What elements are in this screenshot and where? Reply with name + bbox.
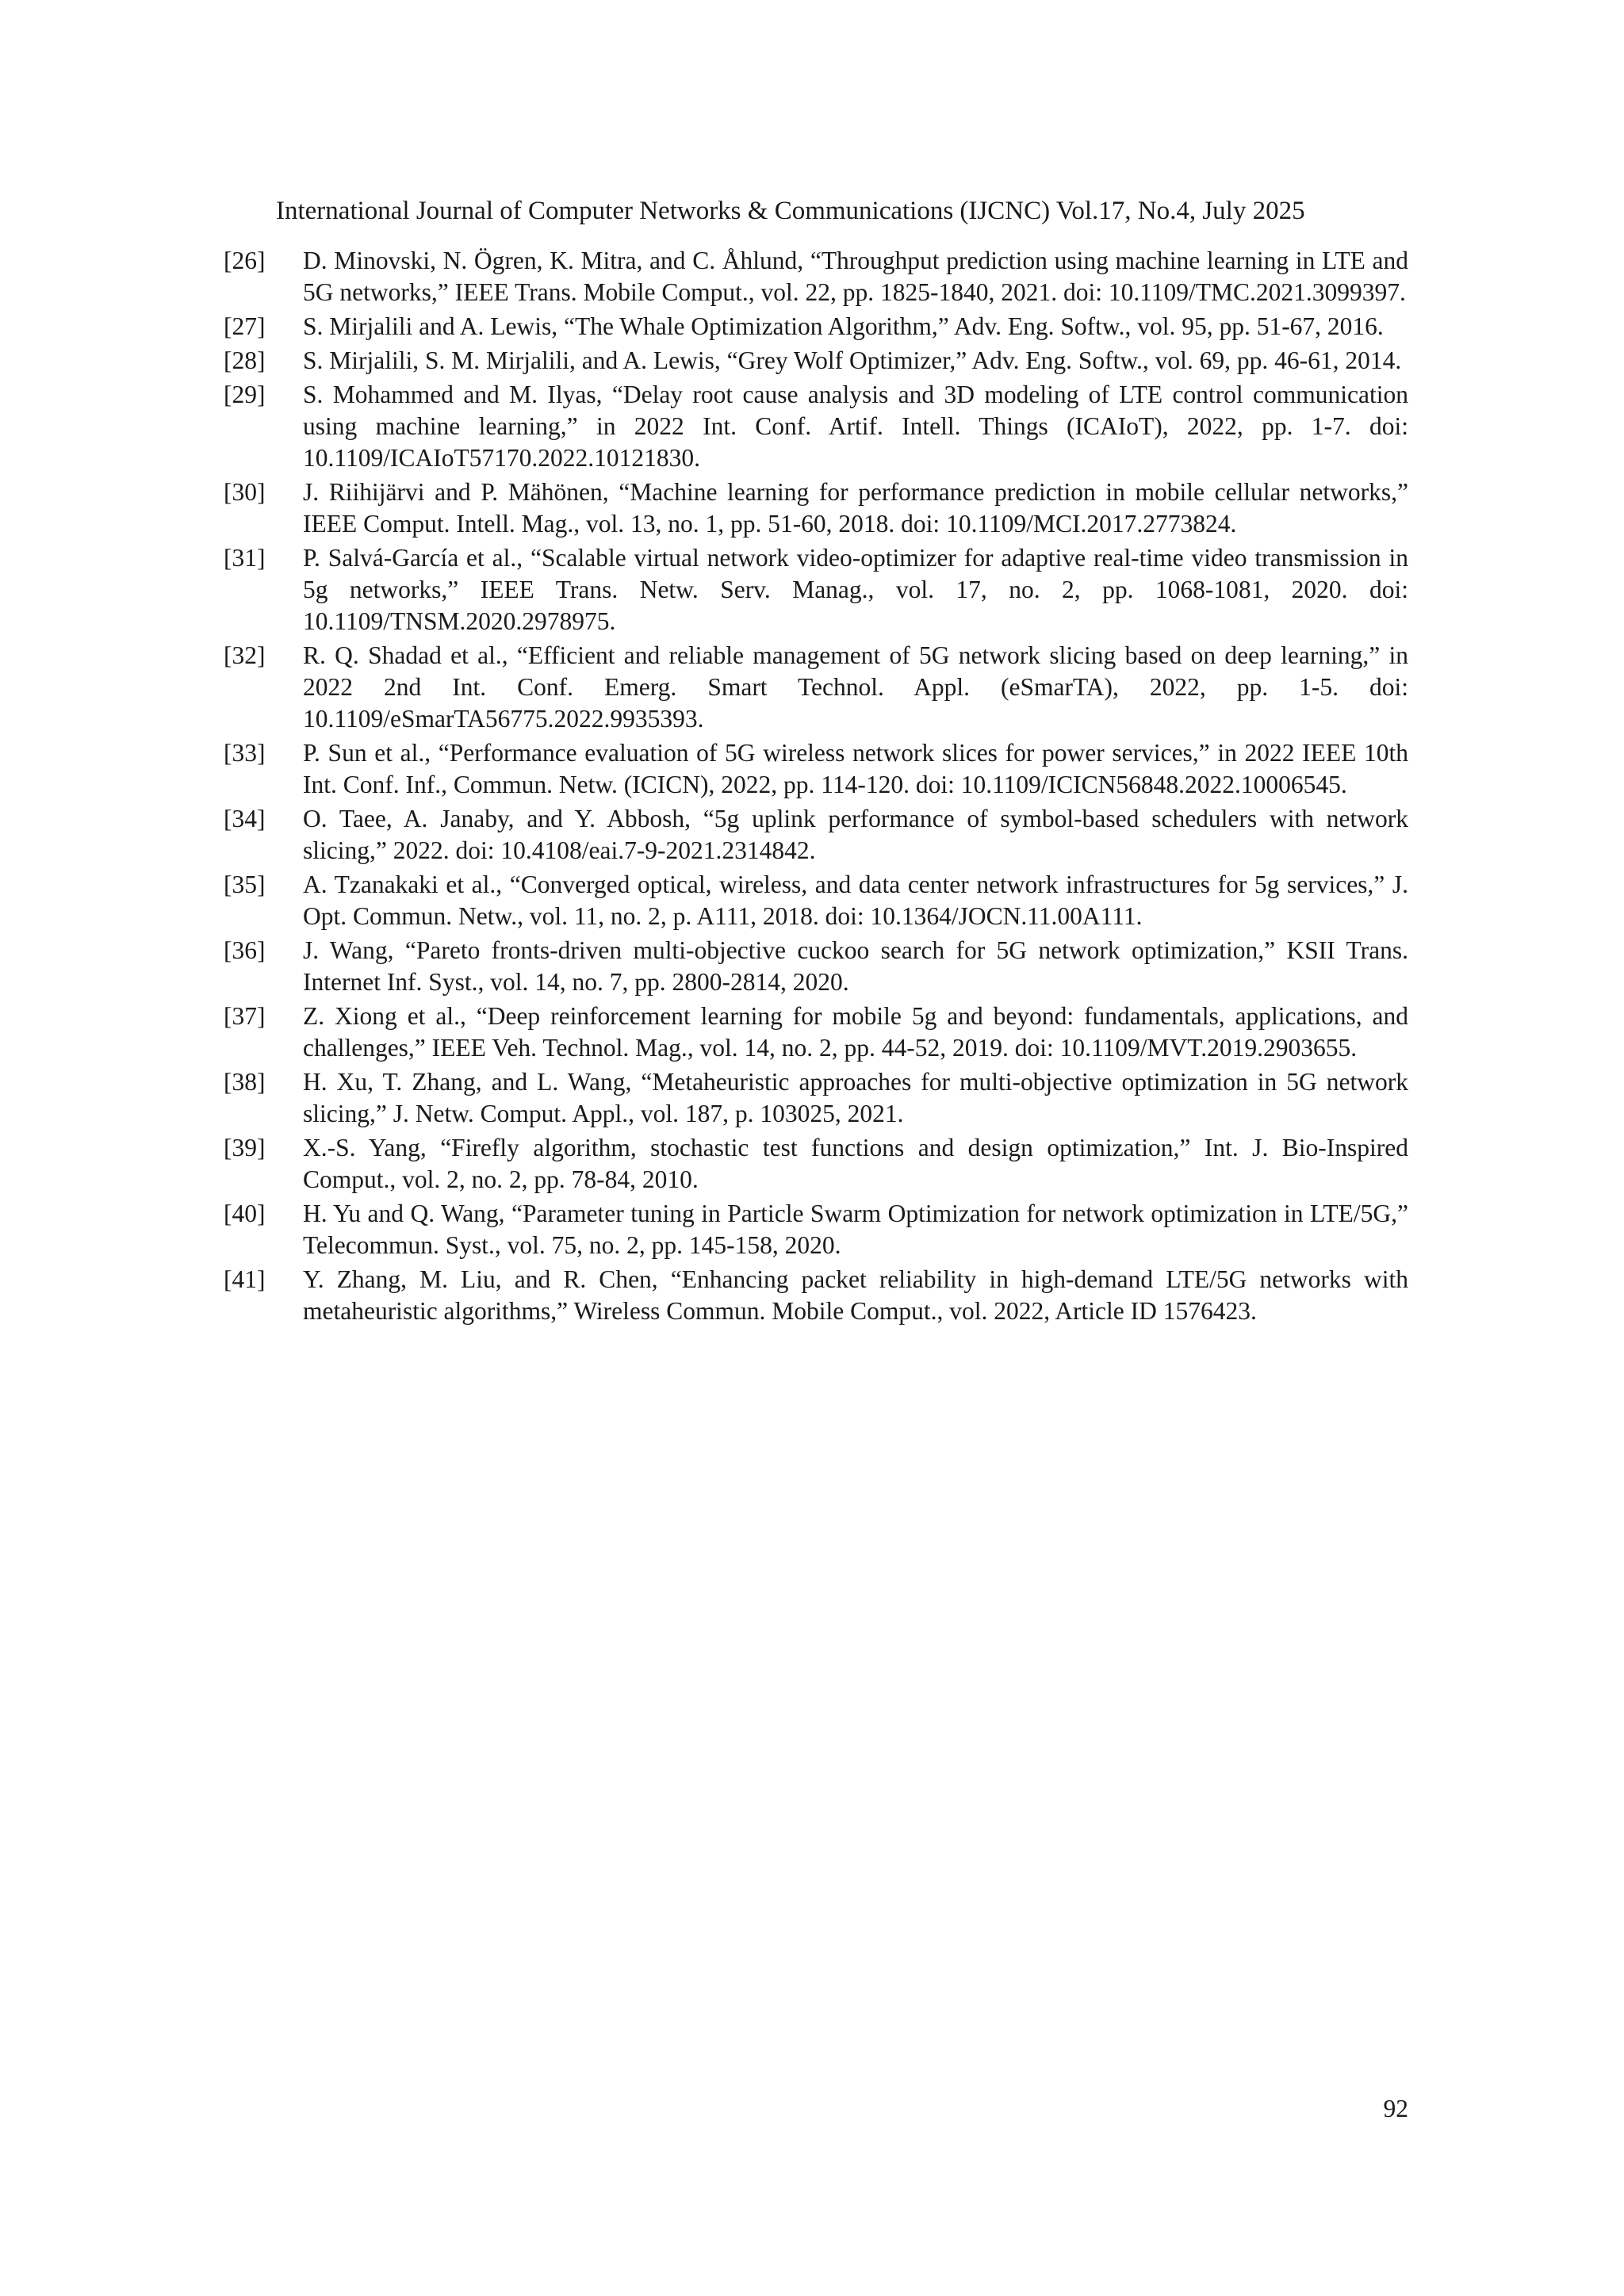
reference-text: H. Yu and Q. Wang, “Parameter tuning in Particle Swarm Optimization for network optimization in LTE/5G,” Telecommun. Syst., vol. 75, no. 2, pp. 145-158, 2020.	[303, 1200, 1408, 1259]
reference-number: [27]	[224, 312, 266, 340]
reference-number: [26]	[224, 247, 266, 274]
reference-text: S. Mohammed and M. Ilyas, “Delay root cause analysis and 3D modeling of LTE control communication using machine learning,” in 2022 Int. Conf. Artif. Intell. Things (ICAIoT), 2022, pp. 1-7. doi: 10.1109/ICAIoT57170.2022.10121830.	[303, 381, 1408, 472]
reference-item	[224, 803, 1408, 867]
reference-text: J. Wang, “Pareto fronts-driven multi-objective cuckoo search for 5G network optimization,” KSII Trans. Internet Inf. Syst., vol. 14, no. 7, pp. 2800-2814, 2020.	[303, 936, 1408, 996]
journal-header: International Journal of Computer Networks & Communications (IJCNC) Vol.17, No.4, July 2025	[276, 197, 1305, 225]
reference-number: [38]	[224, 1068, 266, 1096]
reference-item	[224, 737, 1408, 801]
reference-number: [35]	[224, 871, 266, 898]
reference-number: [30]	[224, 478, 266, 506]
reference-text: P. Sun et al., “Performance evaluation of 5G wireless network slices for power services,” in 2022 IEEE 10th Int. Conf. Inf., Commun. Netw. (ICICN), 2022, pp. 114-120. doi: 10.1109/ICICN56848.2022.10006545.	[303, 739, 1408, 798]
reference-item	[224, 640, 1408, 735]
reference-number: [29]	[224, 381, 266, 408]
reference-number: [36]	[224, 936, 266, 964]
reference-number: [39]	[224, 1134, 266, 1161]
reference-number: [37]	[224, 1002, 266, 1030]
reference-number: [40]	[224, 1200, 266, 1227]
reference-text: P. Salvá-García et al., “Scalable virtual network video-optimizer for adaptive real-time video transmission in 5g networks,” IEEE Trans. Netw. Serv. Manag., vol. 17, no. 2, pp. 1068-1081, 2020. doi: 10.1109/TNSM.2020.2978975.	[303, 544, 1408, 635]
reference-text: D. Minovski, N. Ögren, K. Mitra, and C. Åhlund, “Throughput prediction using machine learning in LTE and 5G networks,” IEEE Trans. Mobile Comput., vol. 22, pp. 1825-1840, 2021. doi: 10.1109/TMC.2021.3099397.	[303, 247, 1408, 306]
reference-item	[224, 345, 1408, 377]
reference-text: A. Tzanakaki et al., “Converged optical, wireless, and data center network infrastructures for 5g services,” J. Opt. Commun. Netw., vol. 11, no. 2, p. A111, 2018. doi: 10.1364/JOCN.11.00A111.	[303, 871, 1408, 930]
reference-number: [33]	[224, 739, 266, 767]
reference-text: R. Q. Shadad et al., “Efficient and reliable management of 5G network slicing based on deep learning,” in 2022 2nd Int. Conf. Emerg. Smart Technol. Appl. (eSmarTA), 2022, pp. 1-5. doi: 10.1109/eSmarTA56775.2022.9935393.	[303, 641, 1408, 733]
reference-item	[224, 1001, 1408, 1064]
reference-text: J. Riihijärvi and P. Mähönen, “Machine learning for performance prediction in mobile cellular networks,” IEEE Comput. Intell. Mag., vol. 13, no. 1, pp. 51-60, 2018. doi: 10.1109/MCI.2017.2773824.	[303, 478, 1408, 538]
reference-item	[224, 379, 1408, 474]
reference-item	[224, 1132, 1408, 1196]
reference-text: S. Mirjalili, S. M. Mirjalili, and A. Lewis, “Grey Wolf Optimizer,” Adv. Eng. Softw., vol. 69, pp. 46-61, 2014.	[303, 346, 1402, 374]
reference-item	[224, 311, 1408, 342]
reference-number: [34]	[224, 805, 266, 832]
reference-number: [28]	[224, 346, 266, 374]
reference-text: Y. Zhang, M. Liu, and R. Chen, “Enhancing packet reliability in high-demand LTE/5G networks with metaheuristic algorithms,” Wireless Commun. Mobile Comput., vol. 2022, Article ID 1576423.	[303, 1265, 1408, 1325]
reference-item	[224, 869, 1408, 932]
reference-text: S. Mirjalili and A. Lewis, “The Whale Optimization Algorithm,” Adv. Eng. Softw., vol. 95, pp. 51-67, 2016.	[303, 312, 1384, 340]
reference-item	[224, 245, 1408, 308]
reference-item	[224, 542, 1408, 637]
reference-item	[224, 1066, 1408, 1130]
reference-text: H. Xu, T. Zhang, and L. Wang, “Metaheuristic approaches for multi-objective optimization in 5G network slicing,” J. Netw. Comput. Appl., vol. 187, p. 103025, 2021.	[303, 1068, 1408, 1127]
reference-number: [31]	[224, 544, 266, 572]
reference-text: O. Taee, A. Janaby, and Y. Abbosh, “5g uplink performance of symbol-based schedulers with network slicing,” 2022. doi: 10.4108/eai.7-9-2021.2314842.	[303, 805, 1408, 864]
reference-number: [41]	[224, 1265, 266, 1293]
page-number: 92	[1383, 2095, 1408, 2122]
reference-number: [32]	[224, 641, 266, 669]
reference-item	[224, 935, 1408, 998]
reference-item	[224, 476, 1408, 540]
reference-text: X.-S. Yang, “Firefly algorithm, stochastic test functions and design optimization,” Int. J. Bio-Inspired Comput., vol. 2, no. 2, pp. 78-84, 2010.	[303, 1134, 1408, 1193]
reference-text: Z. Xiong et al., “Deep reinforcement learning for mobile 5g and beyond: fundamentals, applications, and challenges,” IEEE Veh. Technol. Mag., vol. 14, no. 2, pp. 44-52, 2019. doi: 10.1109/MVT.2019.2903655.	[303, 1002, 1408, 1062]
reference-item	[224, 1198, 1408, 1261]
reference-list	[224, 245, 1408, 1330]
reference-item	[224, 1264, 1408, 1327]
